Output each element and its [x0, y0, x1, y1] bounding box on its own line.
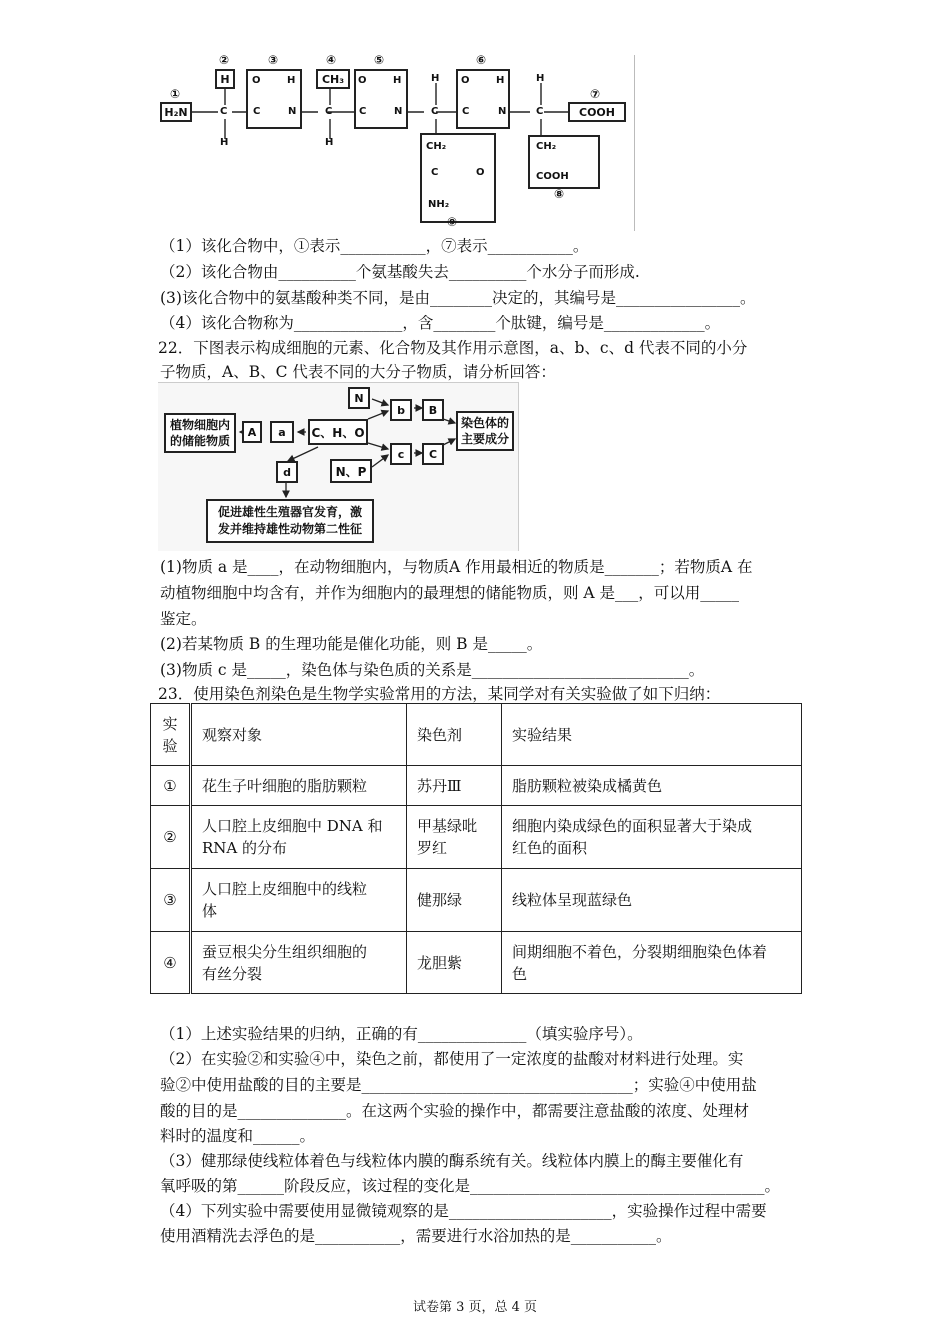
carbonyl-c-1: C: [253, 106, 261, 117]
q23-line-5: 料时的温度和______。: [160, 1127, 316, 1145]
q21-line-2: （2）该化合物由__________个氨基酸失去__________个水分子而形成.: [160, 263, 640, 281]
q23-line-1: （1）上述实验结果的归纳，正确的有______________（填实验序号）。: [160, 1025, 643, 1043]
np-label: N、P: [335, 464, 367, 479]
table-row: [151, 806, 802, 869]
q22-line-2: 动植物细胞中均含有，并作为细胞内的最理想的储能物质，则 A 是___，可以用_____: [160, 584, 740, 602]
element-compound-diagram: [158, 382, 519, 551]
h-top-4: H: [536, 73, 545, 84]
d-label: d: [283, 465, 291, 479]
label-8: ⑧: [554, 187, 565, 201]
amide-n-1: N: [288, 106, 297, 117]
alpha-carbon-3: C: [431, 106, 439, 117]
table-cell: 苏丹Ⅲ: [407, 766, 502, 806]
table-cell: 健那绿: [407, 869, 502, 932]
h-n-3: H: [496, 75, 505, 86]
r-group-h-box: [215, 69, 235, 89]
c-label: c: [397, 447, 405, 461]
header-cell: 实 验: [151, 704, 191, 766]
cooh-label-7: COOH: [579, 105, 615, 119]
r-group-ch3-box: [316, 69, 350, 89]
o-3: O: [461, 75, 470, 86]
q22-line-1: (1)物质 a 是____，在动物细胞内，与物质A 作用最相近的物质是_______；若物质A 在: [160, 558, 753, 576]
amino-group-box: [160, 102, 192, 122]
q22-line-3: 鉴定。: [160, 610, 207, 628]
N-label: N: [354, 391, 364, 405]
q23-line-9: 使用酒精洗去浮色的是___________，需要进行水浴加热的是___________。: [160, 1227, 672, 1245]
alpha-carbon-2: C: [325, 106, 333, 117]
q21-line-3: (3)该化合物中的氨基酸种类不同，是由________决定的，其编号是________________。: [160, 289, 756, 307]
C-box: [422, 443, 444, 465]
experiment-table: [150, 703, 802, 994]
table-cell: 蚕豆根尖分生组织细胞的 有丝分裂: [191, 932, 407, 994]
carbonyl-c-2: C: [359, 106, 367, 117]
header-cell: 观察对象: [191, 704, 407, 766]
peptide-structure-figure: [158, 55, 635, 231]
table-row: [151, 932, 802, 994]
h2n-label: H₂N: [164, 105, 188, 119]
h-label: H: [220, 72, 230, 86]
table-cell: 人口腔上皮细胞中的线粒 体: [191, 869, 407, 932]
ch2-label-8: CH₂: [536, 141, 557, 152]
q23-line-4: 酸的目的是______________。在这两个实验的操作中，都需要注意盐酸的浓度、处理材: [160, 1102, 750, 1120]
q21-line-4: （4）该化合物称为______________，含________个肽键，编号是_____________。: [160, 314, 721, 332]
C-label: C: [428, 447, 438, 461]
d-box: [276, 461, 298, 483]
label-3: ③: [268, 53, 279, 67]
table-row: [151, 766, 802, 806]
o-1: O: [252, 75, 261, 86]
table-row: [151, 869, 802, 932]
alpha-carbon-1: C: [220, 106, 228, 117]
cho-label: C、H、O: [311, 425, 365, 440]
label-6: ⑥: [476, 53, 487, 67]
b-box: [390, 399, 412, 421]
q22-line-5: (3)物质 c 是_____，染色体与染色质的关系是____________________________。: [160, 661, 705, 679]
cooh-label-8: COOH: [536, 171, 569, 182]
table-cell: 甲基绿吡 罗红: [407, 806, 502, 869]
table-cell: 花生子叶细胞的脂肪颗粒: [191, 766, 407, 806]
label-7: ⑦: [590, 87, 601, 101]
table-cell: 细胞内染成绿色的面积显著大于染成 红色的面积: [502, 806, 802, 869]
table-cell: 间期细胞不着色，分裂期细胞染色体着 色: [502, 932, 802, 994]
table-header-row: [151, 704, 802, 766]
table-cell: 人口腔上皮细胞中 DNA 和 RNA 的分布: [191, 806, 407, 869]
q21-line-1: （1）该化合物中，①表示___________，⑦表示___________。: [160, 237, 589, 255]
side-c-9: C: [431, 167, 439, 178]
carboxyl-group-box: [568, 102, 626, 122]
a-label: a: [278, 425, 286, 439]
np-box: [330, 459, 372, 483]
header-cell: 实验结果: [502, 704, 802, 766]
N-box: [348, 387, 370, 409]
header-cell: 染色剂: [407, 704, 502, 766]
table-cell: ①: [151, 766, 191, 806]
nh2-label-9: NH₂: [428, 199, 450, 210]
h-n-1: H: [287, 75, 296, 86]
promote-box: [206, 499, 374, 543]
chromosome-box: [456, 411, 514, 451]
carbonyl-c-3: C: [462, 106, 470, 117]
q23-title: 23．使用染色剂染色是生物学实验常用的方法，某同学对有关实验做了如下归纳：: [158, 685, 721, 703]
h-bottom-2: H: [325, 137, 334, 148]
A-label: A: [247, 425, 257, 439]
table-cell: ②: [151, 806, 191, 869]
plant-storage-label: 植物细胞内 的储能物质: [169, 418, 230, 448]
label-5: ⑤: [374, 53, 385, 67]
label-4: ④: [326, 53, 337, 67]
a-box: [270, 421, 294, 443]
alpha-carbon-4: C: [536, 106, 544, 117]
chromosome-label: 染色体的 主要成分: [460, 416, 509, 446]
ch2-label-9: CH₂: [426, 141, 447, 152]
label-1: ①: [170, 87, 181, 101]
cho-box: [308, 419, 368, 445]
label-9: ⑨: [447, 215, 458, 229]
h-n-2: H: [393, 75, 402, 86]
table-cell: ③: [151, 869, 191, 932]
q23-line-8: （4）下列实验中需要使用显微镜观察的是_____________________，实验操作过程中需要: [160, 1202, 767, 1220]
h-top-3: H: [431, 73, 440, 84]
promote-label: 促进雄性生殖器官发育，激 发并维持雄性动物第二性征: [217, 505, 362, 536]
q23-line-3: 验②中使用盐酸的目的主要是___________________________________；实验④中使用盐: [160, 1076, 757, 1094]
table-cell: ④: [151, 932, 191, 994]
o-2: O: [358, 75, 367, 86]
label-2: ②: [219, 53, 230, 67]
b-label: b: [397, 403, 405, 417]
table-cell: 脂肪颗粒被染成橘黄色: [502, 766, 802, 806]
A-box: [242, 421, 262, 443]
amide-n-3: N: [498, 106, 507, 117]
q23-line-2: （2）在实验②和实验④中，染色之前，都使用了一定浓度的盐酸对材料进行处理。实: [160, 1050, 744, 1068]
ch3-label: CH₃: [321, 72, 345, 86]
B-box: [422, 399, 444, 421]
c-box: [390, 443, 412, 465]
q22-title-2: 子物质，A、B、C 代表不同的大分子物质，请分析回答：: [160, 363, 556, 381]
table-cell: 龙胆紫: [407, 932, 502, 994]
h-bottom-1: H: [220, 137, 229, 148]
table-cell: 线粒体呈现蓝绿色: [502, 869, 802, 932]
q22-line-4: (2)若某物质 B 的生理功能是催化功能，则 B 是_____。: [160, 635, 543, 653]
amide-n-2: N: [394, 106, 403, 117]
plant-storage-box: [164, 413, 236, 453]
q23-line-6: （3）健那绿使线粒体着色与线粒体内膜的酶系统有关。线粒体内膜上的酶主要催化有: [160, 1152, 744, 1170]
page-footer: 试卷第 3 页，总 4 页: [412, 1300, 538, 1315]
q23-line-7: 氧呼吸的第______阶段反应，该过程的变化是______________________________________。: [160, 1177, 781, 1195]
B-label: B: [428, 403, 438, 417]
side-o-9: O: [476, 167, 485, 178]
q22-title-1: 22．下图表示构成细胞的元素、化合物及其作用示意图，a、b、c、d 代表不同的小分: [158, 339, 748, 357]
